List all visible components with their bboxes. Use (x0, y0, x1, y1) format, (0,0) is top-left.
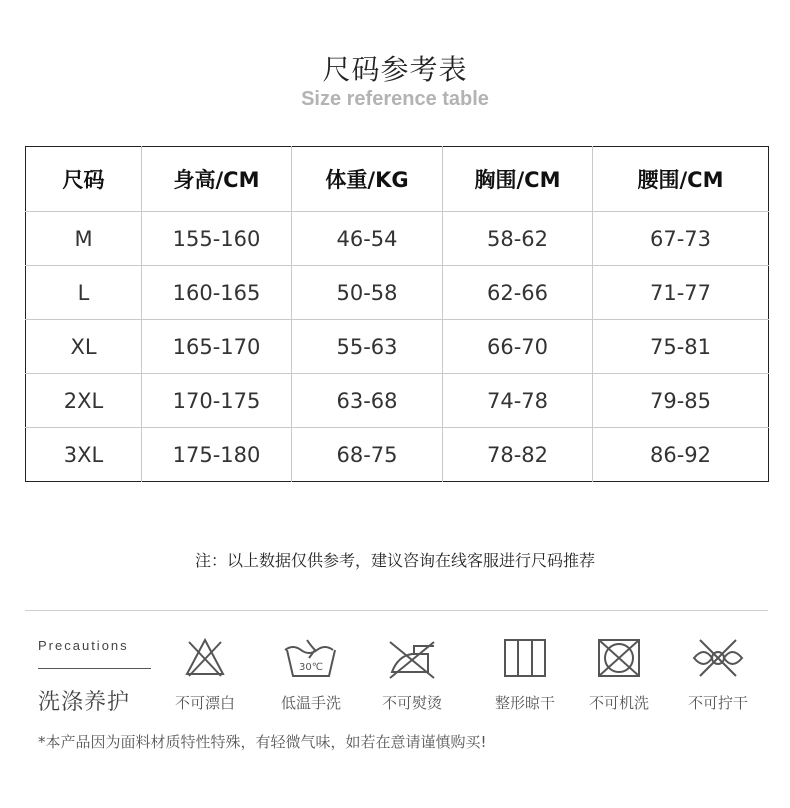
care-label: 低温手洗 (280, 694, 341, 712)
column-header: 腰围/CM (593, 147, 769, 212)
table-cell: 46-54 (292, 212, 443, 266)
column-header: 尺码 (26, 147, 142, 212)
care-footnote: *本产品因为面料材质特性特殊，有轻微气味，如若在意请谨慎购买! (38, 733, 487, 751)
no-iron-icon (384, 636, 440, 680)
size-table (25, 146, 769, 482)
table-cell: 50-58 (292, 266, 443, 320)
care-label: 不可机洗 (588, 694, 649, 712)
table-cell: 86-92 (649, 442, 712, 467)
no-wring-icon (688, 636, 748, 680)
table-cell: 55-63 (292, 320, 443, 374)
table-row (26, 374, 769, 428)
table-cell: 175-180 (142, 428, 292, 482)
column-header: 胸围/CM (443, 147, 593, 212)
page-subtitle: Size reference table (301, 88, 489, 110)
divider (25, 610, 768, 611)
care-item-no-tumble (574, 636, 664, 713)
table-cell: 2XL (26, 374, 142, 428)
column-header: 体重/KG (292, 147, 443, 212)
table-row (26, 266, 769, 320)
table-row (26, 320, 769, 374)
table-header-row (26, 147, 769, 212)
table-cell: 79-85 (593, 374, 769, 428)
table-cell: 155-160 (142, 212, 292, 266)
table-cell: 66-70 (443, 320, 593, 374)
table-cell: 165-170 (142, 320, 292, 374)
size-note: 注：以上数据仅供参考，建议咨询在线客服进行尺码推荐 (194, 551, 595, 570)
precautions-heading-cn: 洗涤养护 (38, 690, 131, 715)
care-item-no-bleach (160, 636, 250, 713)
table-cell: 74-78 (443, 374, 593, 428)
table-cell: 75-81 (593, 320, 769, 374)
wash-30-icon (281, 636, 341, 680)
table-cell: 3XL (26, 428, 142, 482)
care-item-line-dry (480, 636, 570, 713)
wash-temperature: 30℃ (299, 662, 323, 673)
column-header: 身高/CM (142, 147, 292, 212)
table-cell: 160-165 (142, 266, 292, 320)
table-cell: 63-68 (292, 374, 443, 428)
no-tumble-dry-icon (595, 636, 643, 680)
table-cell: 67-73 (593, 212, 769, 266)
table-cell: 58-62 (443, 212, 593, 266)
table-cell: 78-82 (443, 428, 593, 482)
care-item-hand-wash (266, 636, 356, 713)
table-cell: L (26, 266, 142, 320)
no-bleach-icon (183, 636, 227, 680)
care-item-no-iron (367, 636, 457, 713)
precautions-heading-en: Precautions (38, 638, 129, 653)
line-dry-icon (501, 636, 549, 680)
table-cell: 71-77 (593, 266, 769, 320)
page-title: 尺码参考表 (322, 53, 468, 86)
table-row (26, 428, 769, 482)
table-cell: M (26, 212, 142, 266)
table-row (26, 212, 769, 266)
care-label: 不可漂白 (174, 694, 235, 712)
care-label: 不可拧干 (687, 694, 748, 712)
care-label: 整形晾干 (494, 694, 555, 712)
table-cell: 68-75 (292, 428, 443, 482)
care-label: 不可熨烫 (381, 694, 442, 712)
care-item-no-wring (673, 636, 763, 713)
table-cell: XL (26, 320, 142, 374)
precautions-underline (38, 668, 151, 669)
table-cell: 170-175 (142, 374, 292, 428)
table-cell: 62-66 (443, 266, 593, 320)
